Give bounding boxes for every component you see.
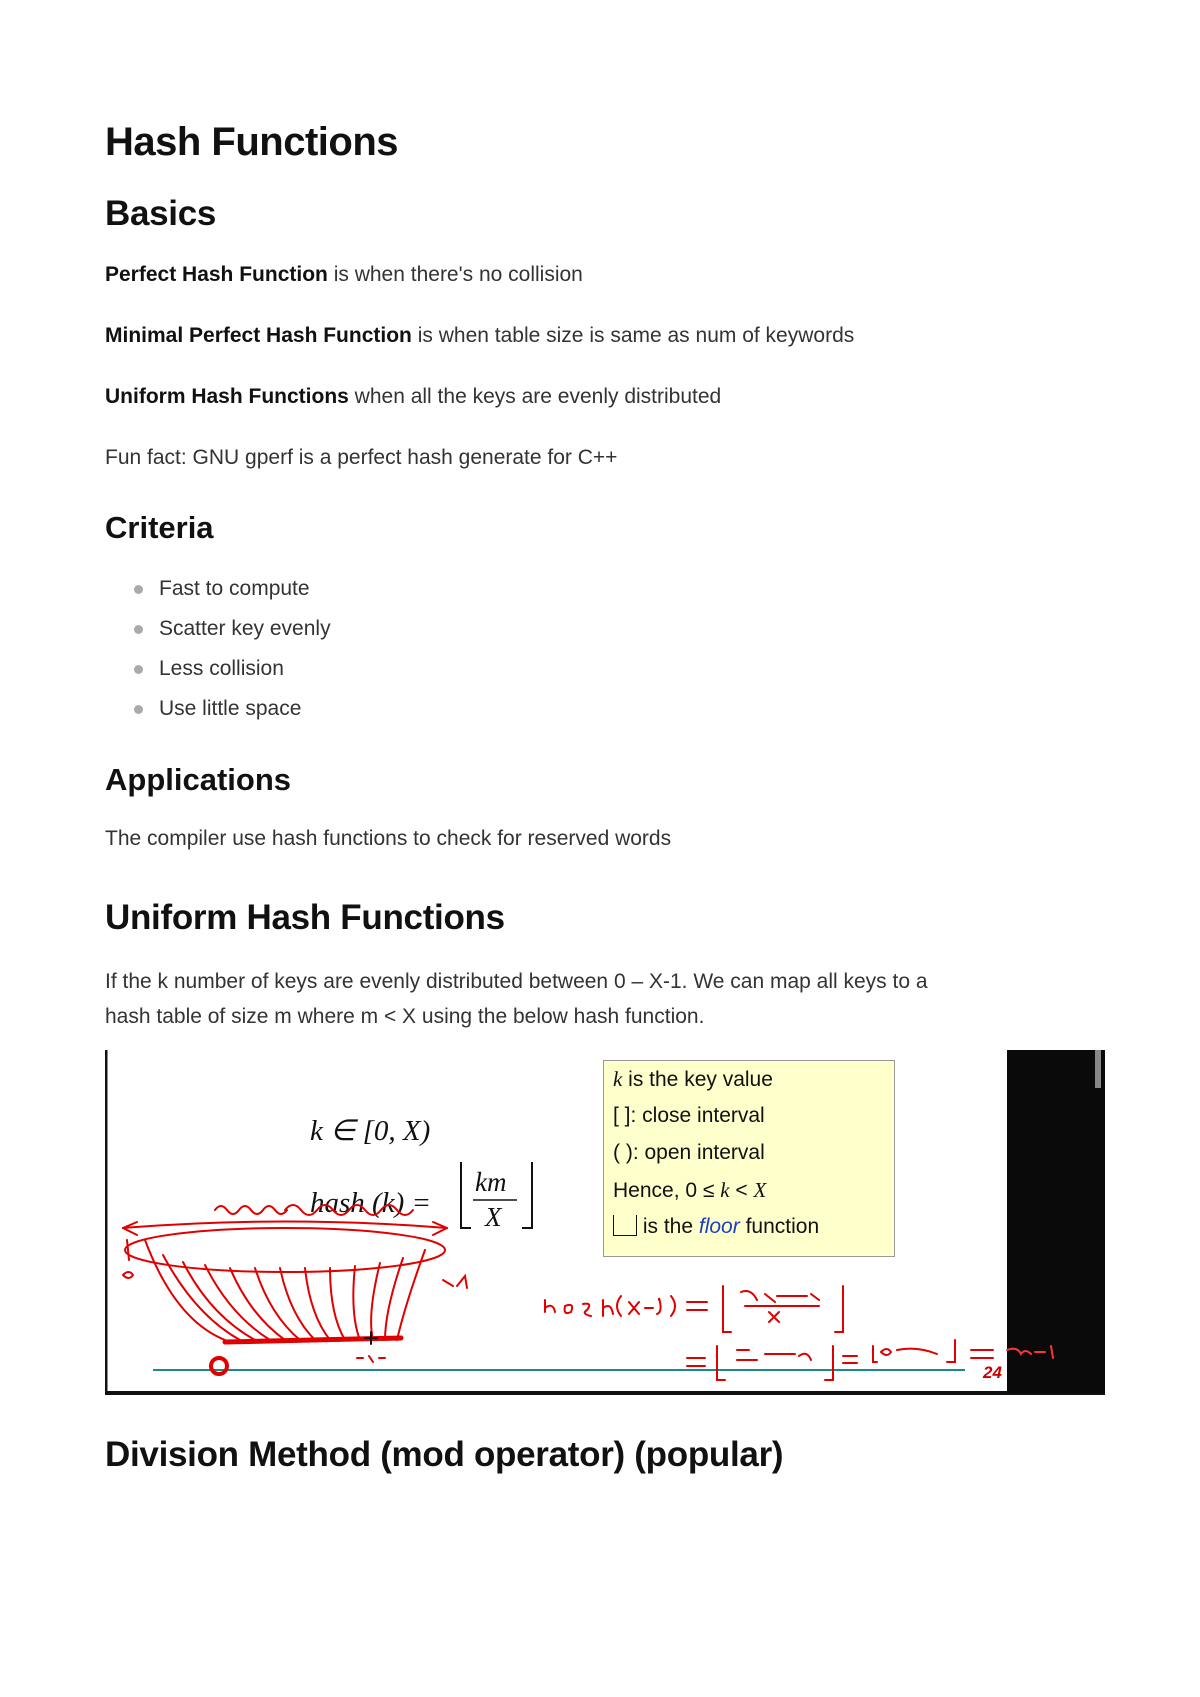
list-item: Fast to compute (105, 569, 331, 609)
def-perfect-hash (105, 256, 583, 293)
fraction-numerator: km (475, 1167, 507, 1197)
legend-line-close-interval: [ ]: close interval (613, 1104, 765, 1127)
fraction-denominator: X (485, 1202, 502, 1232)
video-panel-dark (1007, 1050, 1105, 1393)
division-heading: Division Method (mod operator) (popular) (105, 1435, 784, 1474)
list-item: Less collision (105, 649, 331, 689)
def-text: when all the keys are evenly distributed (348, 385, 722, 408)
uniform-text-line2: hash table of size m where m < X using the below hash function. (105, 1005, 705, 1028)
page-title: Hash Functions (105, 120, 399, 164)
def-term: Minimal Perfect Hash Function (105, 324, 412, 347)
criteria-list (105, 569, 331, 729)
bullet-icon (134, 705, 143, 714)
lecture-slide-image (105, 1050, 1105, 1395)
uniform-text-line1: If the k number of keys are evenly distributed between 0 – X-1. We can map all keys to a (105, 970, 928, 993)
scrollbar-thumb (1095, 1050, 1101, 1088)
legend-box (603, 1060, 895, 1257)
legend-line-hence: Hence, 0 ≤ k < X (613, 1178, 767, 1202)
applications-heading: Applications (105, 762, 292, 797)
list-item: Use little space (105, 689, 331, 729)
legend-line-open-interval: ( ): open interval (613, 1141, 765, 1164)
bullet-icon (134, 585, 143, 594)
fun-fact: Fun fact: GNU gperf is a perfect hash generate for C++ (105, 446, 618, 469)
floor-symbol-icon (613, 1215, 637, 1236)
list-item: Scatter key evenly (105, 609, 331, 649)
slide-number: 24 (983, 1363, 1002, 1382)
def-text: is when table size is same as num of keywords (411, 324, 855, 347)
formula-domain: k ∈ [0, X) (310, 1115, 431, 1147)
legend-line-floor: is the floor function (613, 1215, 819, 1245)
def-term: Perfect Hash Function (105, 263, 328, 286)
applications-text: The compiler use hash functions to check for reserved words (105, 827, 672, 850)
def-uniform-hash (105, 378, 721, 415)
def-text: is when there's no collision (327, 263, 583, 286)
basics-heading: Basics (105, 194, 217, 233)
formula-hash: hash (k) = (310, 1187, 432, 1219)
def-minimal-perfect-hash (105, 317, 854, 354)
bullet-icon (134, 625, 143, 634)
uniform-heading: Uniform Hash Functions (105, 898, 505, 937)
def-term: Uniform Hash Functions (105, 385, 349, 408)
legend-line-key: k is the key value (613, 1067, 773, 1091)
criteria-heading: Criteria (105, 510, 214, 545)
bullet-icon (134, 665, 143, 674)
